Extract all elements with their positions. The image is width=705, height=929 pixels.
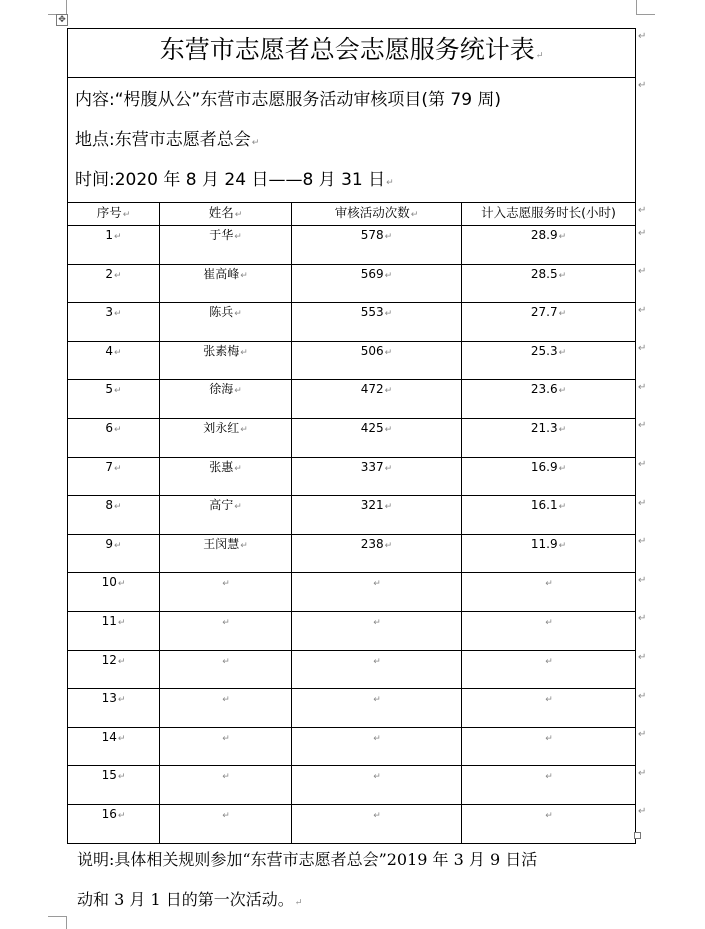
paragraph-mark: ↵ <box>558 386 567 397</box>
cell-count[interactable] <box>292 226 462 265</box>
table-row <box>68 226 636 265</box>
row-end-mark: ↵ <box>638 574 647 586</box>
cell-name[interactable] <box>160 264 292 303</box>
paragraph-mark: ↵ <box>114 232 122 242</box>
cell-text: 4 <box>105 343 114 358</box>
cell-text: 徐海 <box>209 382 234 397</box>
cell-name[interactable] <box>160 341 292 380</box>
paragraph-mark: ↵ <box>373 772 381 783</box>
row-end-mark: ↵ <box>638 343 647 355</box>
cell-hours[interactable] <box>462 457 636 496</box>
volunteer-stats-table <box>67 28 636 844</box>
cell-count[interactable] <box>292 573 462 612</box>
cell-name[interactable] <box>160 303 292 342</box>
cell-index[interactable] <box>68 534 160 573</box>
row-end-mark: ↵ <box>638 729 647 741</box>
cell-index[interactable] <box>68 689 160 728</box>
paragraph-mark: ↵ <box>558 540 567 551</box>
table-title-cell[interactable] <box>68 29 636 78</box>
table-row <box>68 804 636 843</box>
cell-index[interactable] <box>68 264 160 303</box>
table-row <box>68 380 636 419</box>
cell-count[interactable] <box>292 689 462 728</box>
paragraph-mark: ↵ <box>240 347 248 358</box>
row-end-mark: ↵ <box>638 767 647 779</box>
content-line: 内容:“枵腹从公”东营市志愿服务活动审核项目(第 79 周) <box>75 90 502 110</box>
cell-text: 1 <box>105 228 114 242</box>
header-cell-count[interactable]: 审核活动次数↵ <box>292 203 462 226</box>
cell-text: 337 <box>360 459 384 474</box>
table-row <box>68 303 636 342</box>
cell-index[interactable] <box>68 303 160 342</box>
cell-text: 12 <box>101 652 117 667</box>
paragraph-mark: ↵ <box>222 810 230 821</box>
paragraph-mark: ↵ <box>384 424 393 435</box>
cell-index[interactable] <box>68 573 160 612</box>
paragraph-mark: ↵ <box>114 309 122 320</box>
paragraph-mark: ↵ <box>558 424 567 435</box>
table-row <box>68 341 636 380</box>
table-row <box>68 457 636 496</box>
paragraph-mark: ↵ <box>294 898 303 908</box>
paragraph-mark: ↵ <box>122 210 131 220</box>
paragraph-mark: ↵ <box>117 772 126 783</box>
cell-index[interactable] <box>68 380 160 419</box>
row-end-mark: ↵ <box>638 79 647 91</box>
page-corner-mark-bottom-left <box>48 916 67 929</box>
cell-name[interactable] <box>160 226 292 265</box>
paragraph-mark: ↵ <box>384 502 393 513</box>
cell-name[interactable] <box>160 418 292 457</box>
paragraph-mark: ↵ <box>384 347 393 358</box>
cell-name[interactable] <box>160 689 292 728</box>
cell-text: 16.1 <box>530 498 558 513</box>
table-row <box>68 766 636 805</box>
paragraph-mark: ↵ <box>558 232 567 242</box>
cell-count[interactable] <box>292 341 462 380</box>
paragraph-mark: ↵ <box>114 386 122 397</box>
cell-text: 8 <box>105 498 114 513</box>
row-end-mark: ↵ <box>638 30 647 42</box>
row-end-mark: ↵ <box>638 266 647 278</box>
paragraph-mark: ↵ <box>222 772 230 783</box>
cell-count[interactable] <box>292 804 462 843</box>
cell-index[interactable] <box>68 496 160 535</box>
table-row <box>68 650 636 689</box>
note-line-2: 动和 3 月 1 日的第一次活动。↵ <box>77 890 303 909</box>
table-row <box>68 418 636 457</box>
paragraph-mark: ↵ <box>117 656 126 667</box>
cell-index[interactable] <box>68 611 160 650</box>
cell-name[interactable] <box>160 534 292 573</box>
cell-text: 10 <box>101 575 117 590</box>
cell-text: 578 <box>360 228 384 242</box>
cell-text: 321 <box>360 498 384 513</box>
cell-name[interactable] <box>160 573 292 612</box>
cell-hours[interactable] <box>462 226 636 265</box>
paragraph-mark: ↵ <box>386 178 394 188</box>
cell-text: 472 <box>360 382 384 397</box>
cell-count[interactable] <box>292 303 462 342</box>
row-end-mark: ↵ <box>638 652 647 664</box>
cell-hours[interactable] <box>462 534 636 573</box>
cell-hours[interactable] <box>462 264 636 303</box>
row-end-mark: ↵ <box>638 613 647 625</box>
table-row <box>68 264 636 303</box>
cell-text: 刘永红 <box>203 420 240 435</box>
cell-text: 崔高峰 <box>203 266 240 281</box>
note-paragraph <box>77 840 637 923</box>
paragraph-mark: ↵ <box>384 540 393 551</box>
paragraph-mark: ↵ <box>240 540 248 551</box>
paragraph-mark: ↵ <box>373 733 381 744</box>
paragraph-mark: ↵ <box>114 502 122 513</box>
cell-count[interactable] <box>292 380 462 419</box>
cell-text: 11 <box>101 613 117 628</box>
cell-text: 15 <box>101 768 117 783</box>
location-line: 地点:东营市志愿者总会↵ <box>75 130 260 150</box>
paragraph-mark: ↵ <box>222 617 230 628</box>
paragraph-mark: ↵ <box>114 347 122 358</box>
cell-index[interactable] <box>68 457 160 496</box>
info-cell[interactable] <box>68 78 636 203</box>
paragraph-mark: ↵ <box>251 138 260 148</box>
cell-hours[interactable] <box>462 418 636 457</box>
page-corner-mark-top-left <box>48 0 67 15</box>
paragraph-mark: ↵ <box>234 210 243 220</box>
cell-hours[interactable] <box>462 341 636 380</box>
cell-index[interactable] <box>68 804 160 843</box>
paragraph-mark: ↵ <box>114 540 122 551</box>
cell-text: 于华 <box>209 228 234 242</box>
paragraph-mark: ↵ <box>117 695 126 706</box>
table-row <box>68 727 636 766</box>
paragraph-mark: ↵ <box>384 463 393 474</box>
paragraph-mark: ↵ <box>545 695 553 706</box>
cell-text: 张素梅 <box>203 343 240 358</box>
cell-text: 28.5 <box>530 266 558 281</box>
cell-count[interactable] <box>292 534 462 573</box>
cell-text: 28.9 <box>530 228 558 242</box>
paragraph-mark: ↵ <box>234 463 242 474</box>
paragraph-mark: ↵ <box>373 810 381 821</box>
table-row <box>68 496 636 535</box>
cell-index[interactable] <box>68 727 160 766</box>
paragraph-mark: ↵ <box>234 502 242 513</box>
cell-text: 6 <box>105 420 114 435</box>
cell-hours[interactable] <box>462 727 636 766</box>
cell-hours[interactable] <box>462 611 636 650</box>
paragraph-mark: ↵ <box>222 579 230 590</box>
cell-name[interactable] <box>160 457 292 496</box>
cell-hours[interactable] <box>462 804 636 843</box>
cell-count[interactable] <box>292 727 462 766</box>
cell-text: 23.6 <box>530 382 558 397</box>
note-line-1: 说明:具体相关规则参加“东营市志愿者总会”2019 年 3 月 9 日活 <box>77 850 538 869</box>
paragraph-mark: ↵ <box>222 733 230 744</box>
paragraph-mark: ↵ <box>373 656 381 667</box>
row-end-mark: ↵ <box>638 381 647 393</box>
paragraph-mark: ↵ <box>240 270 248 281</box>
cell-name[interactable] <box>160 766 292 805</box>
cell-hours[interactable] <box>462 573 636 612</box>
paragraph-mark: ↵ <box>384 270 393 281</box>
paragraph-mark: ↵ <box>535 51 544 61</box>
paragraph-mark: ↵ <box>240 424 248 435</box>
paragraph-mark: ↵ <box>234 232 242 242</box>
cell-name[interactable] <box>160 496 292 535</box>
row-end-mark: ↵ <box>638 420 647 432</box>
paragraph-mark: ↵ <box>373 579 381 590</box>
paragraph-mark: ↵ <box>114 270 122 281</box>
cell-index[interactable] <box>68 650 160 689</box>
header-cell-hours[interactable]: 计入志愿服务时长(小时) <box>462 203 636 226</box>
cell-text: 2 <box>105 266 114 281</box>
cell-text: 569 <box>360 266 384 281</box>
paragraph-mark: ↵ <box>384 309 393 320</box>
header-cell-index[interactable]: 序号↵ <box>68 203 160 226</box>
time-line: 时间:2020 年 8 月 24 日——8 月 31 日↵ <box>75 170 394 190</box>
cell-index[interactable] <box>68 418 160 457</box>
row-end-mark: ↵ <box>638 459 647 471</box>
cell-index[interactable] <box>68 226 160 265</box>
paragraph-mark: ↵ <box>114 463 122 474</box>
cell-index[interactable] <box>68 766 160 805</box>
row-end-mark: ↵ <box>638 304 647 316</box>
paragraph-mark: ↵ <box>384 232 393 242</box>
cell-text: 506 <box>360 343 384 358</box>
row-end-mark: ↵ <box>638 536 647 548</box>
paragraph-mark: ↵ <box>545 617 553 628</box>
paragraph-mark: ↵ <box>373 695 381 706</box>
row-end-mark: ↵ <box>638 806 647 818</box>
table-title: 东营市志愿者总会志愿服务统计表 <box>159 35 535 64</box>
paragraph-mark: ↵ <box>558 347 567 358</box>
row-end-mark: ↵ <box>638 204 647 216</box>
paragraph-mark: ↵ <box>117 617 126 628</box>
header-cell-name[interactable]: 姓名↵ <box>160 203 292 226</box>
paragraph-mark: ↵ <box>558 309 567 320</box>
paragraph-mark: ↵ <box>410 210 419 220</box>
cell-count[interactable] <box>292 650 462 689</box>
paragraph-mark: ↵ <box>222 656 230 667</box>
cell-hours[interactable] <box>462 689 636 728</box>
paragraph-mark: ↵ <box>558 463 567 474</box>
paragraph-mark: ↵ <box>117 579 126 590</box>
paragraph-mark: ↵ <box>373 617 381 628</box>
header-row <box>68 203 636 226</box>
cell-count[interactable] <box>292 457 462 496</box>
paragraph-mark: ↵ <box>545 733 553 744</box>
cell-hours[interactable] <box>462 380 636 419</box>
paragraph-mark: ↵ <box>558 502 567 513</box>
paragraph-mark: ↵ <box>545 656 553 667</box>
cell-hours[interactable] <box>462 496 636 535</box>
paragraph-mark: ↵ <box>234 386 242 397</box>
table-row <box>68 611 636 650</box>
paragraph-mark: ↵ <box>234 309 242 320</box>
cell-text: 9 <box>105 536 114 551</box>
paragraph-mark: ↵ <box>558 270 567 281</box>
cell-text: 425 <box>360 420 384 435</box>
cell-text: 高宁 <box>209 498 234 513</box>
cell-text: 25.3 <box>530 343 558 358</box>
cell-count[interactable] <box>292 496 462 535</box>
cell-text: 3 <box>105 305 114 320</box>
table-move-handle-icon[interactable]: ✥ <box>56 14 68 26</box>
table-resize-handle[interactable] <box>634 832 641 839</box>
cell-count[interactable] <box>292 611 462 650</box>
cell-text: 11.9 <box>530 536 558 551</box>
cell-count[interactable] <box>292 264 462 303</box>
cell-text: 21.3 <box>530 420 558 435</box>
cell-text: 16 <box>101 806 117 821</box>
cell-name[interactable] <box>160 650 292 689</box>
cell-count[interactable] <box>292 418 462 457</box>
cell-name[interactable] <box>160 380 292 419</box>
table-row <box>68 573 636 612</box>
cell-text: 5 <box>105 382 114 397</box>
cell-text: 238 <box>360 536 384 551</box>
paragraph-mark: ↵ <box>114 424 122 435</box>
cell-hours[interactable] <box>462 650 636 689</box>
cell-text: 16.9 <box>530 459 558 474</box>
cell-index[interactable] <box>68 341 160 380</box>
paragraph-mark: ↵ <box>545 772 553 783</box>
paragraph-mark: ↵ <box>545 579 553 590</box>
page-corner-mark-top-right <box>636 0 655 15</box>
row-end-mark: ↵ <box>638 497 647 509</box>
paragraph-mark: ↵ <box>384 386 393 397</box>
cell-text: 27.7 <box>530 305 558 320</box>
cell-name[interactable] <box>160 804 292 843</box>
cell-text: 陈兵 <box>209 305 234 320</box>
cell-text: 14 <box>101 729 117 744</box>
cell-text: 张惠 <box>209 459 234 474</box>
table-row <box>68 689 636 728</box>
row-end-mark: ↵ <box>638 227 647 239</box>
cell-name[interactable] <box>160 727 292 766</box>
paragraph-mark: ↵ <box>117 810 126 821</box>
cell-text: 553 <box>360 305 384 320</box>
paragraph-mark: ↵ <box>117 733 126 744</box>
cell-text: 7 <box>105 459 114 474</box>
cell-count[interactable] <box>292 766 462 805</box>
row-end-mark: ↵ <box>638 690 647 702</box>
table-row <box>68 534 636 573</box>
paragraph-mark: ↵ <box>222 695 230 706</box>
cell-text: 王闵慧 <box>203 536 240 551</box>
paragraph-mark: ↵ <box>545 810 553 821</box>
cell-hours[interactable] <box>462 766 636 805</box>
cell-text: 13 <box>101 691 117 706</box>
cell-hours[interactable] <box>462 303 636 342</box>
cell-name[interactable] <box>160 611 292 650</box>
